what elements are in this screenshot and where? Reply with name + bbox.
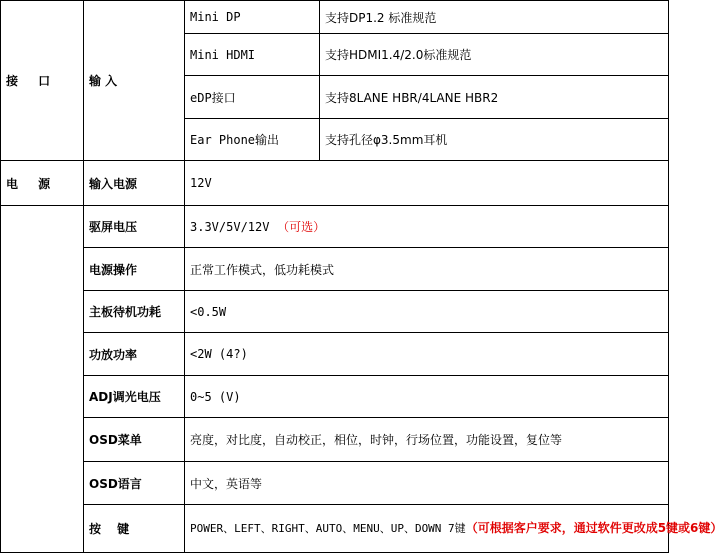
sub-input: 输 入 (84, 1, 185, 161)
value-power-operation: 正常工作模式，低功耗模式 (185, 248, 669, 291)
category-blank (1, 206, 84, 553)
label-buttons: 按 键 (84, 505, 185, 553)
value-adj-voltage: 0~5 (V) (185, 376, 669, 418)
table-row (1, 1, 669, 34)
table-row (1, 206, 669, 248)
item-edp: eDP接口 (185, 76, 320, 119)
desc-mini-dp: 支持DP1.2 标准规范 (320, 1, 669, 34)
value-amp-power: <2W (4?) (185, 333, 669, 376)
value-buttons: POWER、LEFT、RIGHT、AUTO、MENU、UP、DOWN 7键（可根据客户要求，通过软件更改成5键或6键） (185, 505, 669, 553)
optional-note: （可选） (277, 220, 326, 234)
value-input-power: 12V (185, 161, 669, 206)
value-osd-language: 中文，英语等 (185, 462, 669, 505)
table-row (1, 376, 669, 418)
table-row (1, 161, 669, 206)
label-osd-menu: OSD菜单 (84, 418, 185, 462)
table-row (1, 505, 669, 553)
item-earphone: Ear Phone输出 (185, 119, 320, 161)
item-mini-hdmi: Mini HDMI (185, 34, 320, 76)
desc-earphone: 支持孔径φ3.5mm耳机 (320, 119, 669, 161)
label-osd-language: OSD语言 (84, 462, 185, 505)
label-power-operation: 电源操作 (84, 248, 185, 291)
table-row (1, 333, 669, 376)
sub-input-power: 输入电源 (84, 161, 185, 206)
desc-mini-hdmi: 支持HDMI1.4/2.0标准规范 (320, 34, 669, 76)
table-row (1, 418, 669, 462)
category-interface: 接 口 (1, 1, 84, 161)
category-power: 电 源 (1, 161, 84, 206)
buttons-note: （可根据客户要求，通过软件更改成5键或6键） (465, 521, 722, 535)
item-mini-dp: Mini DP (185, 1, 320, 34)
desc-edp: 支持8LANE HBR/4LANE HBR2 (320, 76, 669, 119)
table-row (1, 291, 669, 333)
label-standby-power: 主板待机功耗 (84, 291, 185, 333)
value-osd-menu: 亮度，对比度，自动校正，相位，时钟，行场位置，功能设置，复位等 (185, 418, 669, 462)
label-amp-power: 功放功率 (84, 333, 185, 376)
label-adj-voltage: ADJ调光电压 (84, 376, 185, 418)
table-row (1, 248, 669, 291)
table-row (1, 462, 669, 505)
value-screen-voltage: 3.3V/5V/12V （可选） (185, 206, 669, 248)
value-standby-power: <0.5W (185, 291, 669, 333)
label-screen-voltage: 驱屏电压 (84, 206, 185, 248)
